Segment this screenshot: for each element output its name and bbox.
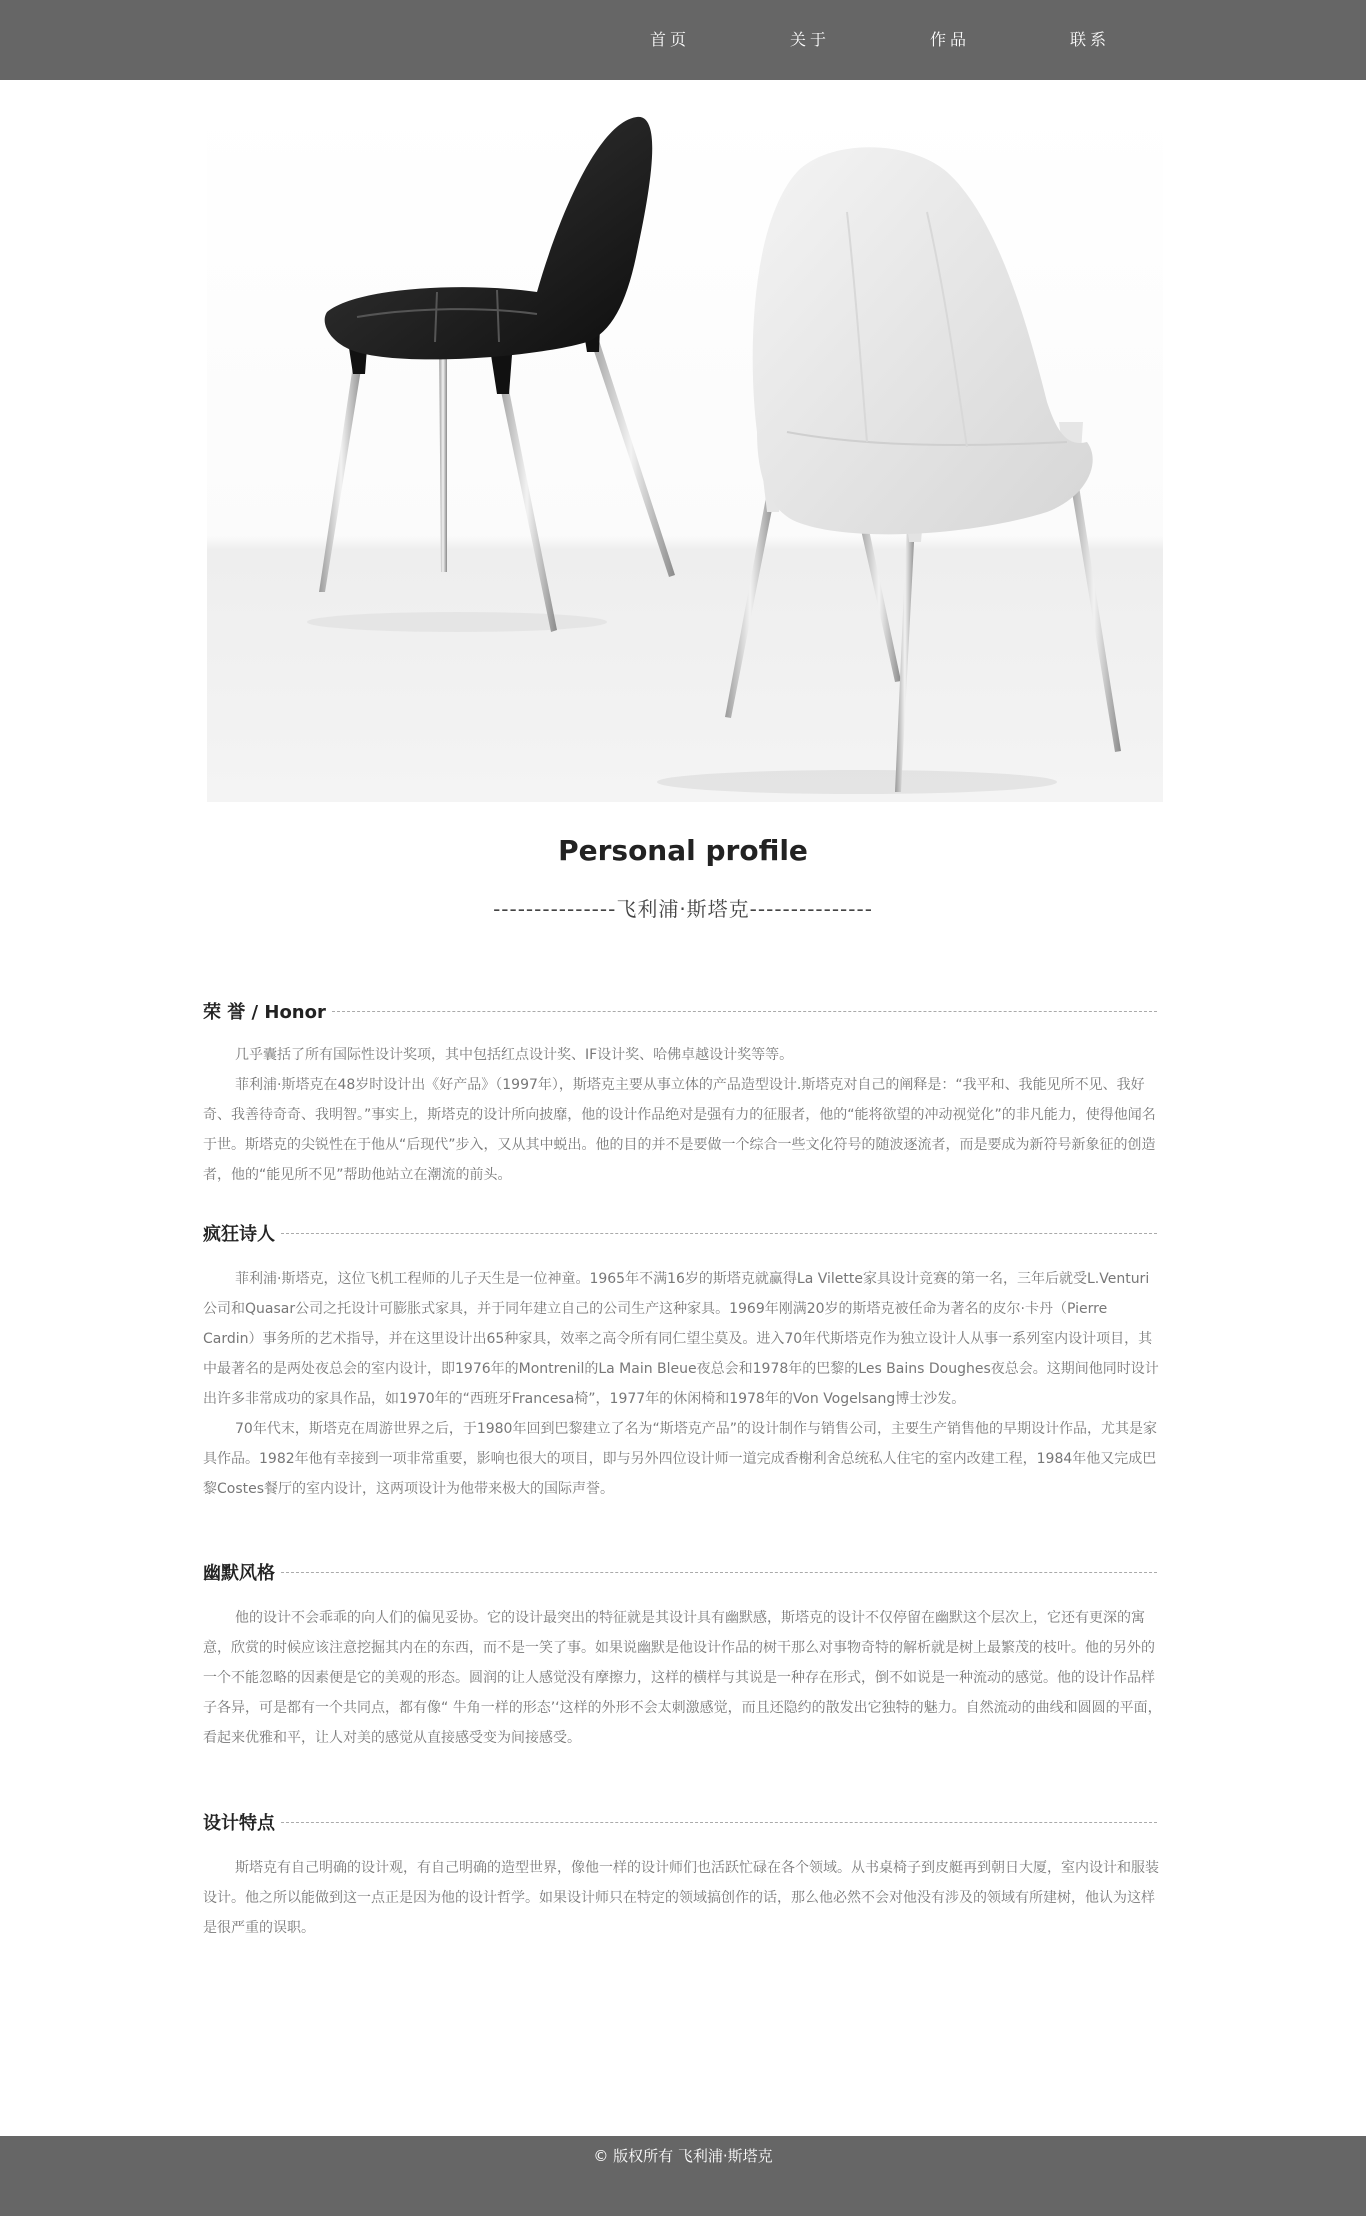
nav-contact-link[interactable]: 联系 — [1069, 30, 1110, 49]
section-paragraph: 菲利浦·斯塔克在48岁时设计出《好产品》（1997年），斯塔克主要从事立体的产品造型设计.斯塔克对自己的阐释是：“我平和、我能见所不见、我好奇、我善待奇奇、我明智。”事实上，斯塔克的设计所向披靡，他的设计作品绝对是强有力的征服者，他的“能将欲望的冲动视觉化”的非凡能力，使得他闻名于世。斯塔克的尖锐性在于他从“后现代”步入，又从其中蜕出。他的目的并不是要做一个综合一些文化符号的随波逐流者，而是要成为新符号新象征的创造者，他的“能见所不见”帮助他站立在潮流的前头。 — [203, 1077, 1156, 1183]
section-crazy-poet-body — [203, 1264, 1163, 1504]
page-footer — [0, 2136, 1366, 2216]
section-design-features — [203, 1809, 1163, 1943]
section-divider — [281, 1233, 1157, 1234]
section-paragraph: 菲利浦·斯塔克，这位飞机工程师的儿子天生是一位神童。1965年不满16岁的斯塔克就赢得La Vilette家具设计竞赛的第一名，三年后就受L.Venturi公司和Quasar公司之托设计可膨胀式家具，并于同年建立自己的公司生产这种家具。1969年刚满20岁的斯塔克被任命为著名的皮尔·卡丹（Pierre Cardin）事务所的艺术指导，并在这里设计出65种家具，效率之高令所有同仁望尘莫及。进入70年代斯塔克作为独立设计人从事一系列室内设计项目，其中最著名的是两处夜总会的室内设计，即1976年的Montrenil的La Main Bleue夜总会和1978年的巴黎的Les Bains Doughes夜总会。这期间他同时设计出许多非常成功的家具作品，如1970年的“西班牙Francesa椅”，1977年的休闲椅和1978年的Von Vogelsang博士沙发。 — [203, 1271, 1159, 1407]
section-honor-title: 荣 誉 / Honor — [203, 1002, 326, 1023]
section-crazy-poet-title: 疯狂诗人 — [203, 1224, 275, 1245]
profile-name-subtitle: ---------------飞利浦·斯塔克--------------- — [493, 897, 873, 921]
section-design-features-body — [203, 1853, 1163, 1943]
nav-home-link[interactable]: 首页 — [649, 30, 690, 49]
top-navigation-bar — [0, 0, 1366, 80]
section-honor-header — [203, 998, 1163, 1024]
section-humor-style-body — [203, 1603, 1163, 1753]
section-divider — [281, 1822, 1157, 1823]
section-paragraph: 几乎囊括了所有国际性设计奖项，其中包括红点设计奖、IF设计奖、哈佛卓越设计奖等等。 — [235, 1047, 794, 1063]
section-divider — [281, 1572, 1157, 1573]
section-paragraph: 70年代末，斯塔克在周游世界之后，于1980年回到巴黎建立了名为“斯塔克产品”的设计制作与销售公司，主要生产销售他的早期设计作品，尤其是家具作品。1982年他有幸接到一项非常重要，影响也很大的项目，即与另外四位设计师一道完成香榭利舍总统私人住宅的室内改建工程，1984年他又完成巴黎Costes餐厅的室内设计，这两项设计为他带来极大的国际声誉。 — [203, 1421, 1157, 1497]
section-crazy-poet — [203, 1220, 1163, 1504]
copyright-text: © 版权所有 飞利浦·斯塔克 — [593, 2147, 773, 2165]
nav-works-link[interactable]: 作品 — [929, 30, 970, 49]
section-design-features-title: 设计特点 — [203, 1813, 275, 1834]
section-paragraph: 斯塔克有自己明确的设计观，有自己明确的造型世界，像他一样的设计师们也活跃忙碌在各个领域。从书桌椅子到皮艇再到朝日大厦，室内设计和服装设计。他之所以能做到这一点正是因为他的设计哲学。如果设计师只在特定的领域搞创作的话，那么他必然不会对他没有涉及的领域有所建树，他认为这样是很严重的误职。 — [203, 1860, 1159, 1936]
section-divider — [332, 1011, 1157, 1012]
section-honor — [203, 998, 1163, 1190]
hero-chairs-image — [207, 102, 1163, 802]
main-nav — [600, 0, 1160, 80]
section-design-features-header — [203, 1809, 1163, 1835]
section-humor-style — [203, 1559, 1163, 1753]
profile-title: Personal profile — [558, 834, 808, 867]
section-humor-style-title: 幽默风格 — [203, 1563, 275, 1584]
section-paragraph: 他的设计不会乖乖的向人们的偏见妥协。它的设计最突出的特征就是其设计具有幽默感，斯塔克的设计不仅停留在幽默这个层次上，它还有更深的寓意，欣赏的时候应该注意挖掘其内在的东西，而不是一笑了事。如果说幽默是他设计作品的树干那么对事物奇特的解析就是树上最繁茂的枝叶。他的另外的一个不能忽略的因素便是它的美观的形态。圆润的让人感觉没有摩擦力，这样的横样与其说是一种存在形式，倒不如说是一种流动的感觉。他的设计作品样子各异，可是都有一个共同点，都有像“ 牛角一样的形态’‘这样的外形不会太刺激感觉，而且还隐约的散发出它独特的魅力。自然流动的曲线和圆圆的平面，看起来优雅和平，让人对美的感觉从直接感受变为间接感受。 — [203, 1610, 1162, 1746]
section-crazy-poet-header — [203, 1220, 1163, 1246]
nav-about-link[interactable]: 关于 — [789, 30, 830, 49]
chairs-illustration — [207, 102, 1163, 802]
section-humor-style-header — [203, 1559, 1163, 1585]
section-honor-body — [203, 1040, 1163, 1190]
